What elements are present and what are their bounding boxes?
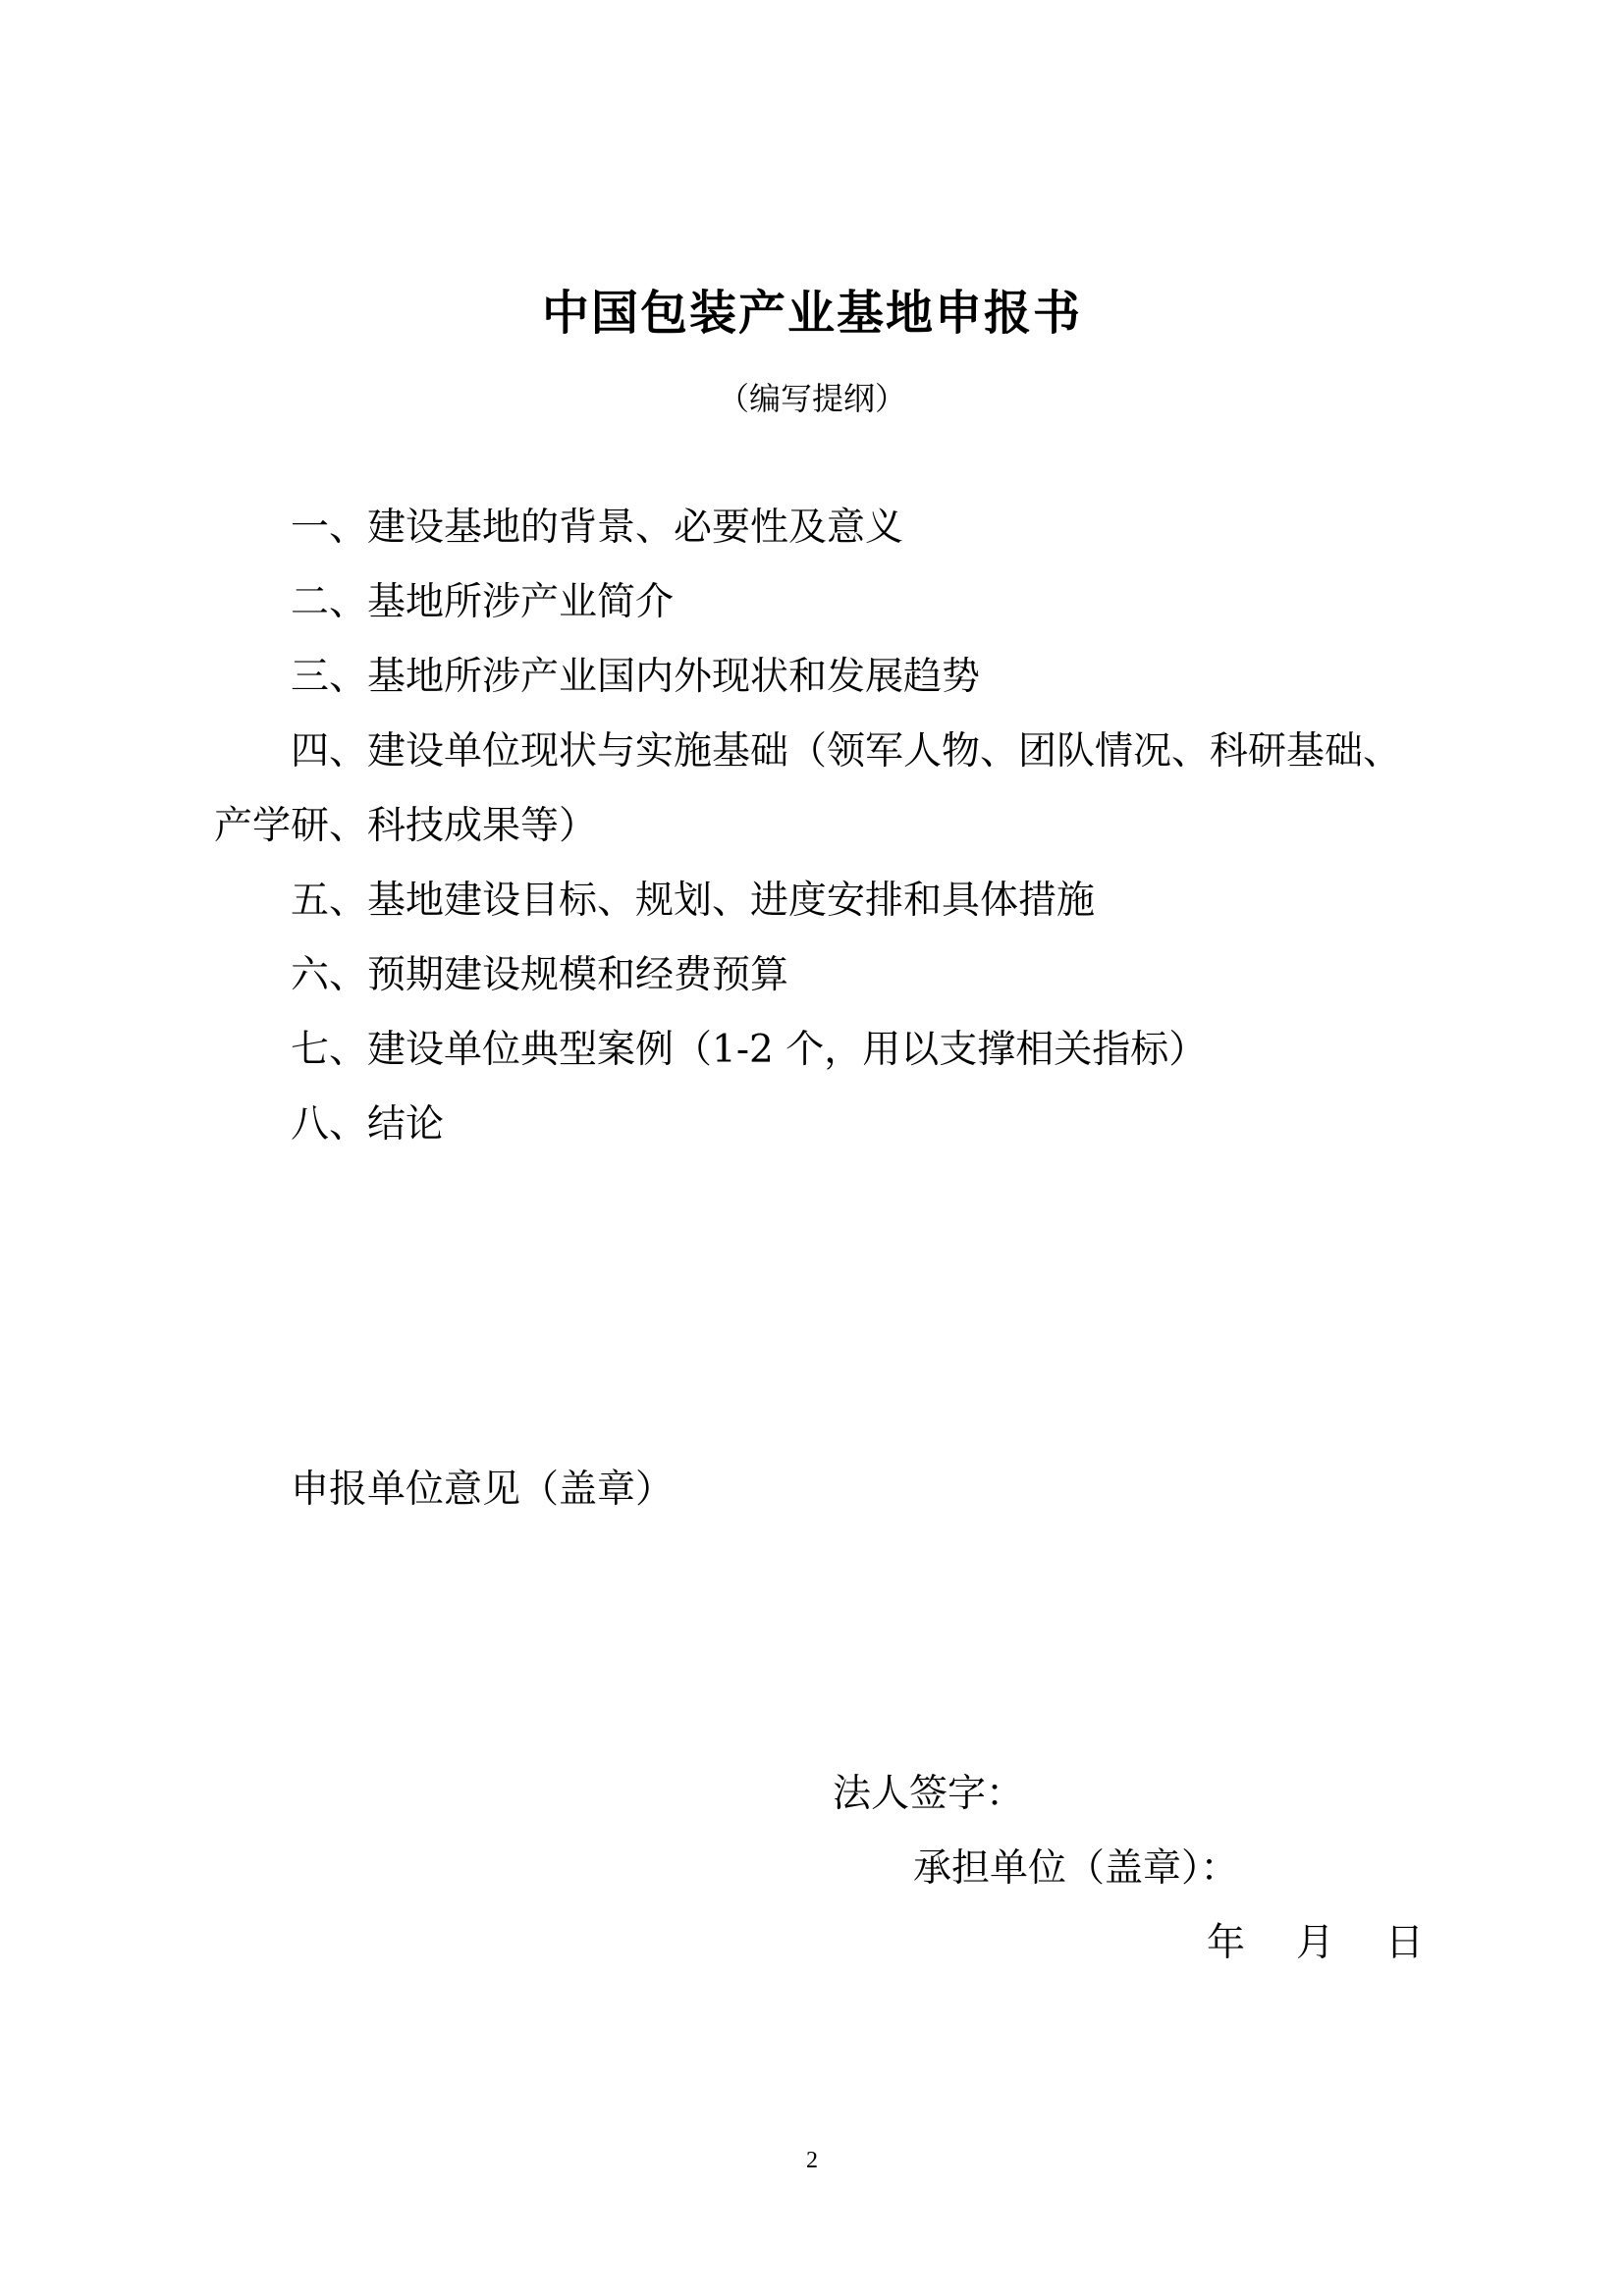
undertaking-unit-label: 承担单位（盖章）： bbox=[913, 1846, 1239, 1891]
page-number: 2 bbox=[806, 2148, 818, 2173]
outline-item-1: 一、建设基地的背景、必要性及意义 bbox=[291, 506, 904, 550]
outline-item-3: 三、基地所涉产业国内外现状和发展趋势 bbox=[291, 655, 981, 699]
outline-item-4: 四、建设单位现状与实施基础（领军人物、团队情况、科研基础、产学研、科技成果等） bbox=[214, 729, 1402, 848]
outline-item-6: 六、预期建设规模和经费预算 bbox=[291, 953, 789, 997]
applicant-opinion-label: 申报单位意见（盖章） bbox=[291, 1468, 675, 1512]
date-line bbox=[1207, 1916, 1424, 1971]
outline-list bbox=[214, 491, 1424, 1162]
outline-item-2: 二、基地所涉产业简介 bbox=[291, 580, 675, 624]
outline-item-5: 五、基地建设目标、规划、进度安排和具体措施 bbox=[291, 879, 1096, 923]
date-month-label: 月 bbox=[1295, 1921, 1334, 1965]
document-subtitle: （编写提纲） bbox=[717, 380, 906, 417]
document-title: 中国包装产业基地申报书 bbox=[541, 286, 1082, 341]
date-day-label: 日 bbox=[1384, 1921, 1424, 1965]
legal-signature-label: 法人签字： bbox=[833, 1772, 1025, 1816]
outline-item-7: 七、建设单位典型案例（1-2 个，用以支撑相关指标） bbox=[291, 1028, 1208, 1072]
date-year-label: 年 bbox=[1206, 1921, 1245, 1965]
outline-item-8: 八、结论 bbox=[291, 1102, 445, 1147]
